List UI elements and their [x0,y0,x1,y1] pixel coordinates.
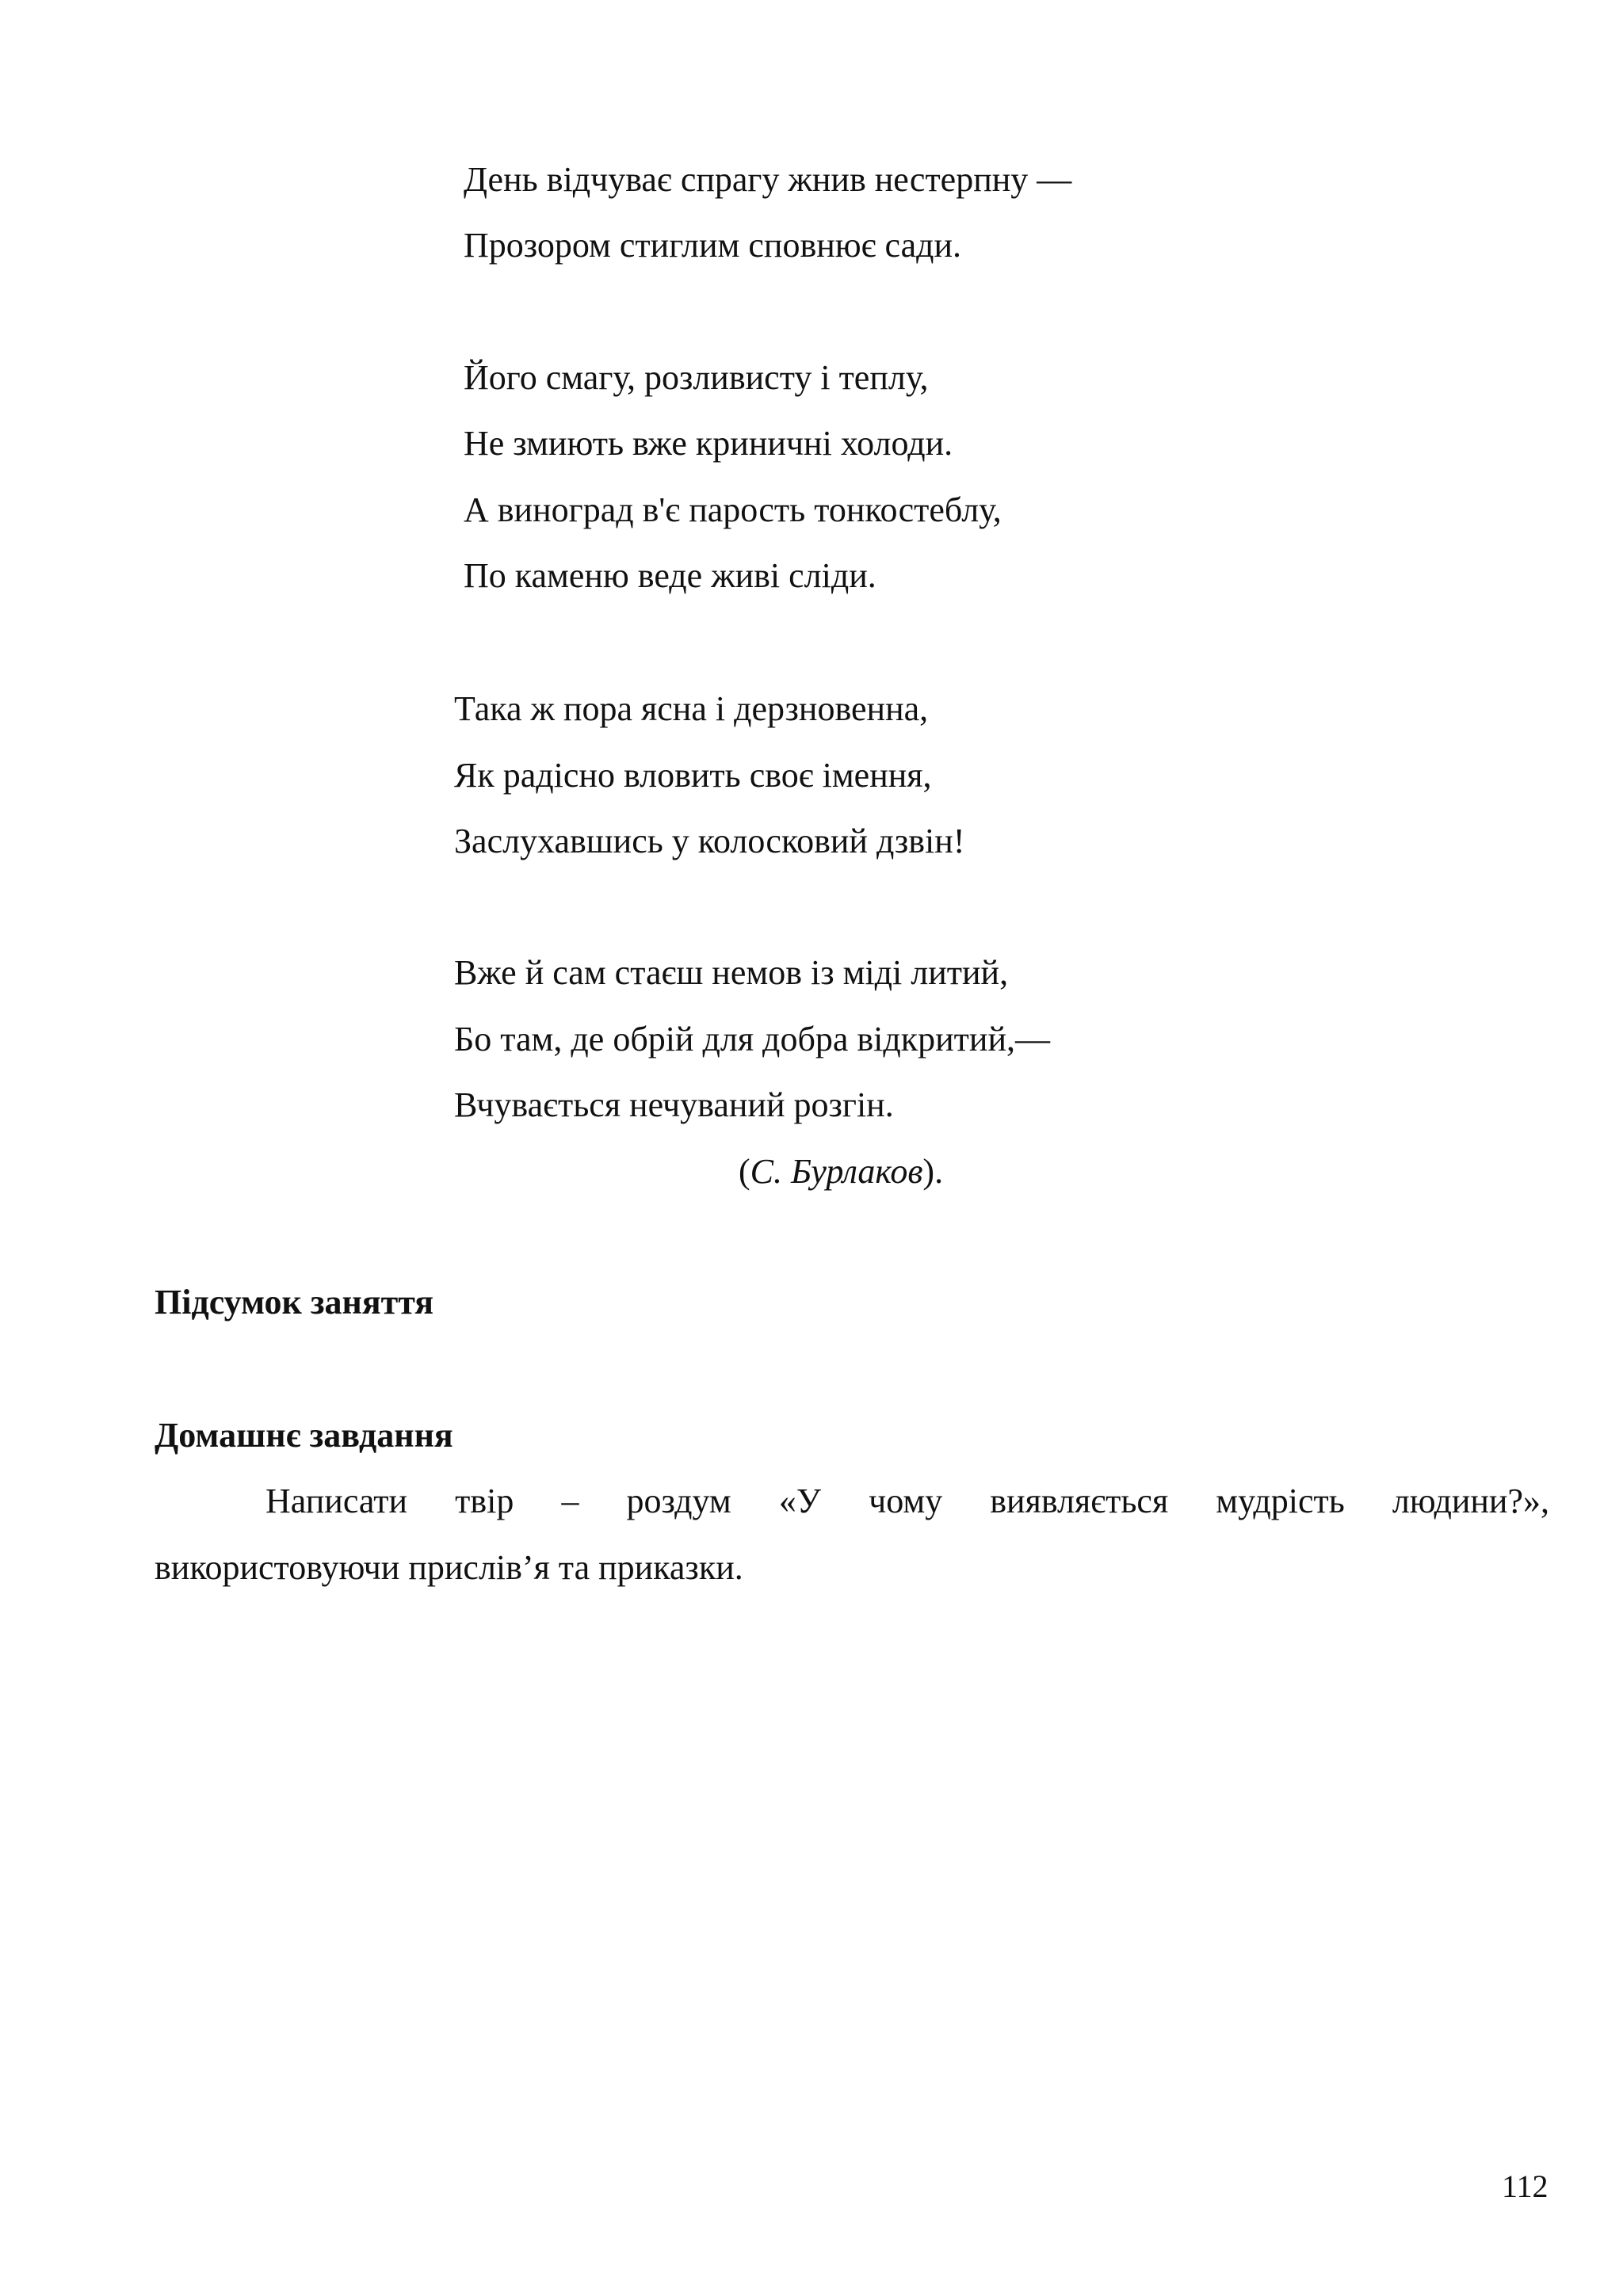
poem-line: Вже й сам стаєш немов із міді литий, [454,953,1009,992]
poem-line: Заслухавшись у колосковий дзвін! [454,822,965,860]
attribution-close: ). [922,1152,944,1191]
poem-line: Вчувається нечуваний розгін. [454,1085,894,1124]
poem-line: Як радісно вловить своє імення, [454,756,932,795]
poem-line: Не змиють вже криничні холоди. [464,424,953,463]
homework-heading: Домашнє завдання [155,1416,453,1455]
page-number: 112 [1502,2168,1549,2204]
poem-line: Його смагу, розливисту і теплу, [464,358,929,397]
poem-attribution [739,1154,943,1189]
poem-line: Прозором стиглим сповнює сади. [464,226,962,265]
attribution-author: С. Бурлаков [750,1152,923,1191]
homework-task-line: використовуючи прислів’я та приказки. [155,1548,743,1587]
poem-line: По каменю веде живі сліди. [464,556,876,595]
poem-line: Така ж пора ясна і дерзновенна, [454,689,929,728]
poem-line: А виноград в'є парость тонкостеблу, [464,490,1002,529]
poem-line: День відчуває спрагу жнив нестерпну — [464,160,1072,199]
poem-line: Бо там, де обрій для добра відкритий,— [454,1020,1050,1058]
attribution-open: ( [739,1152,750,1191]
homework-task-line: Написати твір – роздум «У чому виявляється мудрість людини?», [265,1482,1549,1520]
summary-heading: Підсумок заняття [155,1283,434,1322]
